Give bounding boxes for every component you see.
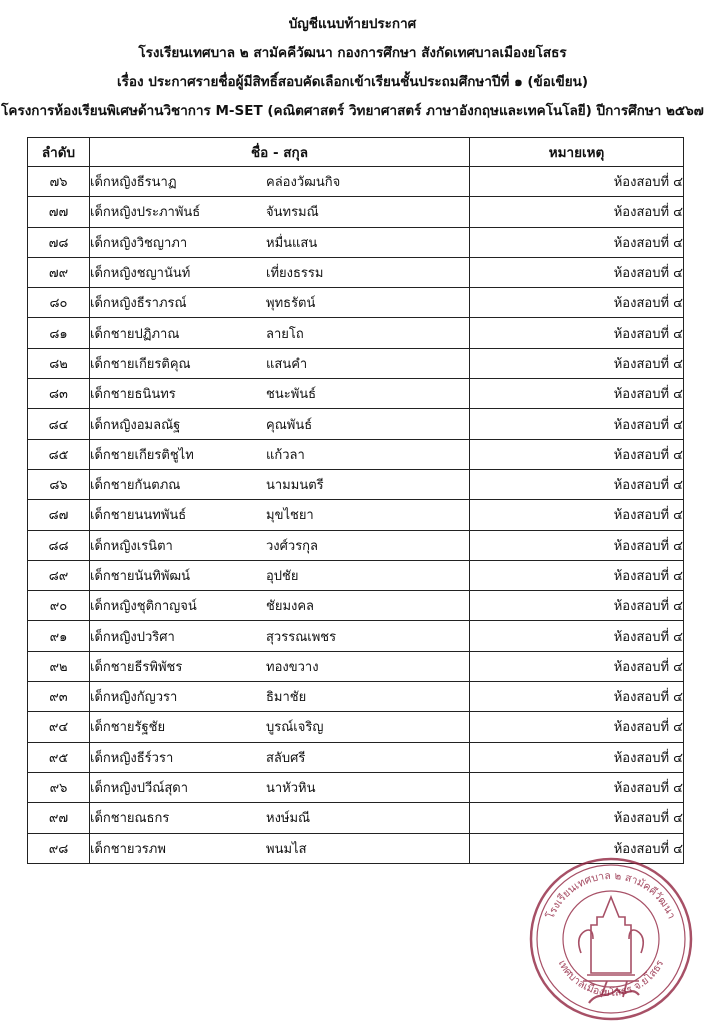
exam-room-note: ห้องสอบที่ ๔ [470, 742, 684, 772]
exam-room-note: ห้องสอบที่ ๔ [470, 712, 684, 742]
table-row [28, 379, 684, 409]
student-first-name: เด็กชายณธกร [90, 811, 170, 827]
exam-room-note: ห้องสอบที่ ๔ [470, 288, 684, 318]
table-row [28, 197, 684, 227]
row-number: ๘๒ [28, 348, 90, 378]
student-last-name: คล่องวัฒนกิจ [266, 175, 341, 191]
table-row [28, 227, 684, 257]
row-number: ๘๗ [28, 500, 90, 530]
student-first-name: เด็กชายธนินทร [90, 387, 176, 403]
row-number: ๘๔ [28, 409, 90, 439]
student-name-cell [90, 530, 470, 560]
student-name-cell [90, 409, 470, 439]
row-number: ๗๗ [28, 197, 90, 227]
header-subject: เรื่อง ประกาศรายชื่อผู้มีสิทธิ์สอบคัดเลือกเข้าเรียนชั้นประถมศึกษาปีที่ ๑ (ข้อเขียน) [116, 74, 589, 90]
row-number: ๘๕ [28, 439, 90, 469]
student-last-name: สลับศรี [266, 750, 306, 766]
table-row [28, 530, 684, 560]
row-number: ๙๕ [28, 742, 90, 772]
student-last-name: คุณพันธ์ [266, 417, 313, 433]
row-number: ๘๓ [28, 379, 90, 409]
student-first-name: เด็กชายธีรพิพัชร [90, 659, 183, 675]
table-row [28, 288, 684, 318]
student-name-cell [90, 318, 470, 348]
seal-text-upper: โรงเรียนเทศบาล ๒ สามัคคีวัฒนา [544, 869, 678, 921]
student-name-cell [90, 197, 470, 227]
student-name-cell [90, 439, 470, 469]
student-last-name: หมื่นแสน [266, 235, 318, 251]
row-number: ๙๗ [28, 803, 90, 833]
exam-room-note: ห้องสอบที่ ๔ [470, 469, 684, 499]
student-first-name: เด็กหญิงชญานันท์ [90, 266, 191, 282]
student-last-name: วงศ์วรกุล [266, 538, 319, 554]
exam-room-note: ห้องสอบที่ ๔ [470, 682, 684, 712]
table-row [28, 167, 684, 197]
student-last-name: บูรณ์เจริญ [266, 720, 324, 736]
student-name-cell [90, 742, 470, 772]
table-row [28, 348, 684, 378]
column-header-note: หมายเหตุ [470, 138, 684, 167]
row-number: ๘๙ [28, 560, 90, 590]
student-name-cell [90, 288, 470, 318]
student-first-name: เด็กหญิงธีราภรณ์ [90, 296, 187, 312]
student-first-name: เด็กหญิงธีรนาฏ [90, 175, 177, 191]
exam-room-note: ห้องสอบที่ ๔ [470, 530, 684, 560]
school-seal-stamp [527, 853, 695, 1023]
exam-room-note: ห้องสอบที่ ๔ [470, 772, 684, 802]
table-row [28, 500, 684, 530]
student-name-cell [90, 379, 470, 409]
student-last-name: เที่ยงธรรม [266, 266, 324, 282]
student-last-name: แสนคำ [266, 356, 308, 372]
exam-room-note: ห้องสอบที่ ๔ [470, 409, 684, 439]
student-last-name: พนมไส [266, 841, 307, 857]
exam-room-note: ห้องสอบที่ ๔ [470, 621, 684, 651]
student-name-cell [90, 469, 470, 499]
table-row [28, 712, 684, 742]
row-number: ๙๓ [28, 682, 90, 712]
student-first-name: เด็กหญิงวิชญาภา [90, 235, 188, 251]
table-row [28, 621, 684, 651]
student-last-name: ธิมาชัย [266, 690, 307, 706]
row-number: ๘๖ [28, 469, 90, 499]
student-first-name: เด็กชายรัฐชัย [90, 720, 166, 736]
student-first-name: เด็กหญิงธีร์วรา [90, 750, 174, 766]
row-number: ๘๑ [28, 318, 90, 348]
student-first-name: เด็กหญิงประภาพันธ์ [90, 205, 201, 221]
table-body [28, 167, 684, 864]
student-name-cell [90, 833, 470, 863]
student-last-name: แก้วลา [266, 447, 305, 463]
student-name-cell [90, 591, 470, 621]
student-first-name: เด็กหญิงปวีณ์สุดา [90, 781, 189, 797]
table-row [28, 742, 684, 772]
row-number: ๗๖ [28, 167, 90, 197]
row-number: ๙๑ [28, 621, 90, 651]
student-name-cell [90, 803, 470, 833]
student-first-name: เด็กชายเกียรติคุณ [90, 356, 191, 372]
student-name-cell [90, 621, 470, 651]
student-first-name: เด็กชายกันตภณ [90, 478, 181, 494]
student-first-name: เด็กหญิงปวริศา [90, 629, 175, 645]
student-last-name: สุวรรณเพชร [266, 629, 337, 645]
exam-room-note: ห้องสอบที่ ๔ [470, 439, 684, 469]
row-number: ๙๐ [28, 591, 90, 621]
header-title: บัญชีแนบท้ายประกาศ [288, 16, 417, 32]
student-name-cell [90, 772, 470, 802]
exam-room-note: ห้องสอบที่ ๔ [470, 318, 684, 348]
student-last-name: อุปชัย [266, 569, 299, 584]
student-last-name: พุทธรัตน์ [266, 296, 316, 312]
student-name-cell [90, 651, 470, 681]
student-first-name: เด็กหญิงเรนิตา [90, 538, 173, 554]
student-last-name: ชนะพันธ์ [266, 387, 317, 403]
table-row [28, 591, 684, 621]
student-last-name: ทองขวาง [266, 659, 319, 675]
student-name-cell [90, 348, 470, 378]
student-first-name: เด็กชายวรภพ [90, 841, 166, 857]
student-name-cell [90, 257, 470, 287]
row-number: ๙๘ [28, 833, 90, 863]
header-project: โครงการห้องเรียนพิเศษด้านวิชาการ M-SET (คณิตศาสตร์ วิทยาศาสตร์ ภาษาอังกฤษและเทคโนโลยี) ปีการศึกษา ๒๕๖๗ [1, 103, 704, 119]
row-number: ๙๖ [28, 772, 90, 802]
student-name-cell [90, 227, 470, 257]
table-header-row [28, 138, 684, 167]
table-row [28, 803, 684, 833]
student-last-name: มุขไชยา [266, 508, 314, 524]
exam-room-note: ห้องสอบที่ ๔ [470, 560, 684, 590]
exam-room-note: ห้องสอบที่ ๔ [470, 651, 684, 681]
document-header [0, 10, 705, 126]
exam-room-note: ห้องสอบที่ ๔ [470, 500, 684, 530]
student-first-name: เด็กชายปฏิภาณ [90, 326, 180, 342]
row-number: ๘๘ [28, 530, 90, 560]
header-school: โรงเรียนเทศบาล ๒ สามัคคีวัฒนา กองการศึกษา สังกัดเทศบาลเมืองยโสธร [138, 45, 567, 61]
student-last-name: นาหัวหิน [266, 781, 316, 797]
table-row [28, 682, 684, 712]
student-last-name: ลายโถ [266, 326, 304, 342]
student-name-cell [90, 167, 470, 197]
student-first-name: เด็กหญิงชุติกาญจน์ [90, 599, 197, 615]
student-name-cell [90, 682, 470, 712]
exam-room-note: ห้องสอบที่ ๔ [470, 379, 684, 409]
table-row [28, 560, 684, 590]
exam-room-note: ห้องสอบที่ ๔ [470, 348, 684, 378]
exam-room-note: ห้องสอบที่ ๔ [470, 227, 684, 257]
seal-text-lower: เทศบาลเมืองยโสธร จ.ยโสธร [555, 958, 667, 999]
student-last-name: หงษ์มณี [266, 811, 311, 827]
student-last-name: ชัยมงคล [266, 599, 315, 615]
table-row [28, 318, 684, 348]
table-row [28, 257, 684, 287]
table-row [28, 772, 684, 802]
row-number: ๙๒ [28, 651, 90, 681]
table-row [28, 409, 684, 439]
student-last-name: จันทรมณี [266, 205, 319, 221]
student-first-name: เด็กชายนันทิพัฒน์ [90, 569, 191, 584]
exam-room-note: ห้องสอบที่ ๔ [470, 591, 684, 621]
table-row [28, 651, 684, 681]
column-header-name: ชื่อ - สกุล [90, 138, 470, 167]
student-last-name: นามมนตรี [266, 478, 324, 494]
student-first-name: เด็กชายเกียรติชูไท [90, 447, 194, 463]
student-first-name: เด็กหญิงอมลณัฐ [90, 417, 181, 433]
exam-room-note: ห้องสอบที่ ๔ [470, 167, 684, 197]
table-row [28, 439, 684, 469]
row-number: ๘๐ [28, 288, 90, 318]
student-name-cell [90, 712, 470, 742]
exam-room-note: ห้องสอบที่ ๔ [470, 257, 684, 287]
exam-room-note: ห้องสอบที่ ๔ [470, 197, 684, 227]
exam-room-note: ห้องสอบที่ ๔ [470, 833, 684, 863]
student-first-name: เด็กหญิงกัญวรา [90, 690, 178, 706]
student-first-name: เด็กชายนนทพันธ์ [90, 508, 187, 524]
table-row [28, 469, 684, 499]
student-name-cell [90, 560, 470, 590]
row-number: ๙๔ [28, 712, 90, 742]
candidate-table [27, 137, 684, 864]
column-header-no: ลำดับ [28, 138, 90, 167]
row-number: ๗๘ [28, 227, 90, 257]
exam-room-note: ห้องสอบที่ ๔ [470, 803, 684, 833]
row-number: ๗๙ [28, 257, 90, 287]
student-name-cell [90, 500, 470, 530]
